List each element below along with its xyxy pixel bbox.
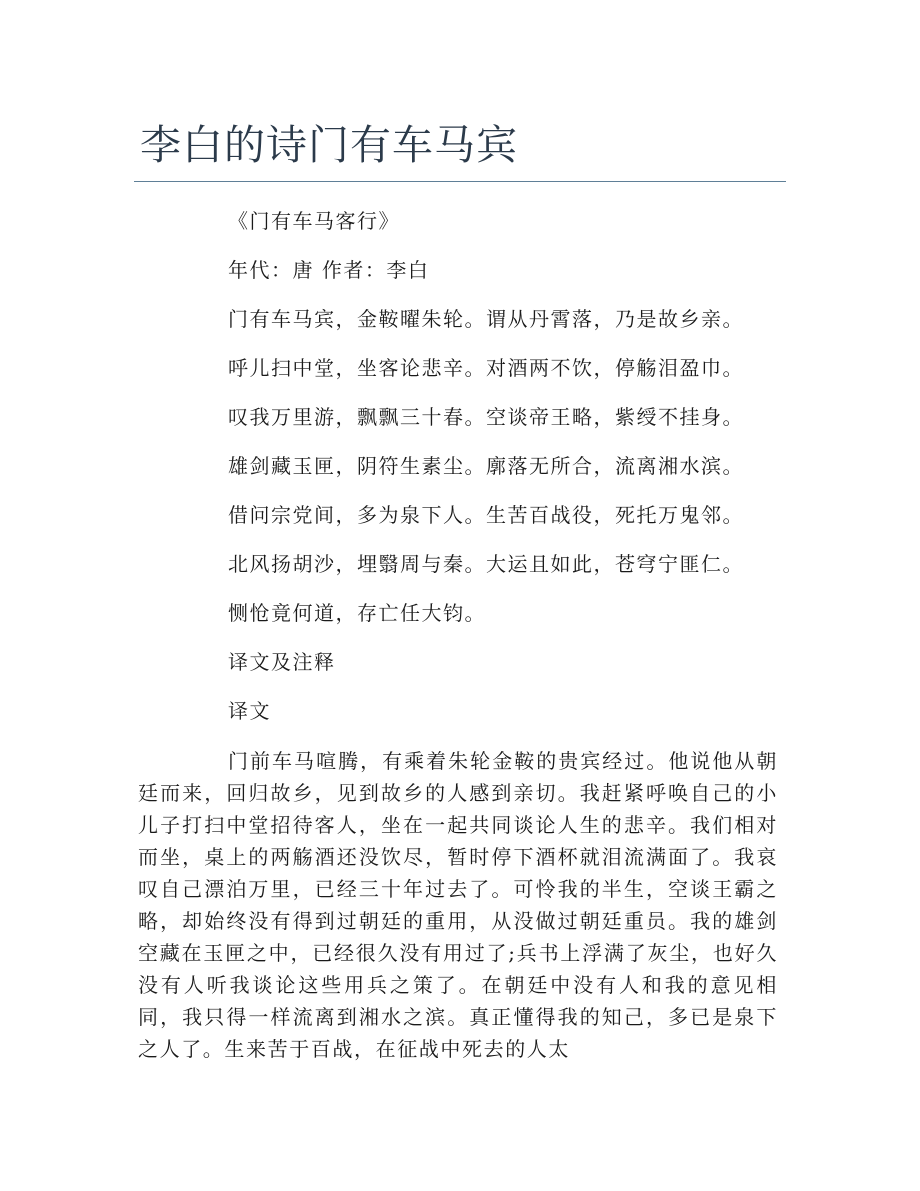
title-divider: [134, 181, 786, 182]
poem-line: 雄剑藏玉匣，阴符生素尘。廓落无所合，流离湘水滨。: [228, 454, 744, 478]
subsection-heading: 译文: [228, 699, 271, 723]
poem-meta: 年代：唐 作者：李白: [228, 258, 430, 282]
document-body: [138, 197, 778, 1085]
poem-line: 借问宗党间，多为泉下人。生苦百战役，死托万鬼邻。: [228, 503, 744, 527]
poem-title: 《门有车马客行》: [228, 209, 400, 233]
section-heading: 译文及注释: [228, 650, 336, 674]
poem-line: 恻怆竟何道，存亡任大钧。: [228, 601, 486, 625]
poem-line: 叹我万里游，飘飘三十春。空谈帝王略，紫绶不挂身。: [228, 405, 744, 429]
poem-line: 呼儿扫中堂，坐客论悲辛。对酒两不饮，停觞泪盈巾。: [228, 356, 744, 380]
translation-paragraph: 门前车马喧腾，有乘着朱轮金鞍的贵宾经过。他说他从朝廷而来，回归故乡，见到故乡的人感到亲切。我赶紧呼唤自己的小儿子打扫中堂招待客人，坐在一起共同谈论人生的悲辛。我们相对而坐，桌上的两觞酒还没饮尽，暂时停下酒杯就泪流满面了。我哀叹自己漂泊万里，已经三十年过去了。可怜我的半生，空谈王霸之略，却始终没有得到过朝廷的重用，从没做过朝廷重员。我的雄剑空藏在玉匣之中，已经很久没有用过了;兵书上浮满了灰尘，也好久没有人听我谈论这些用兵之策了。在朝廷中没有人和我的意见相同，我只得一样流离到湘水之滨。真正懂得我的知己，多已是泉下之人了。生来苦于百战，在征战中死去的人太: [138, 749, 778, 1061]
poem-line: 门有车马宾，金鞍曜朱轮。谓从丹霄落，乃是故乡亲。: [228, 307, 744, 331]
poem-line: 北风扬胡沙，埋翳周与秦。大运且如此，苍穹宁匪仁。: [228, 552, 744, 576]
page-title: 李白的诗门有车马宾: [140, 121, 518, 169]
